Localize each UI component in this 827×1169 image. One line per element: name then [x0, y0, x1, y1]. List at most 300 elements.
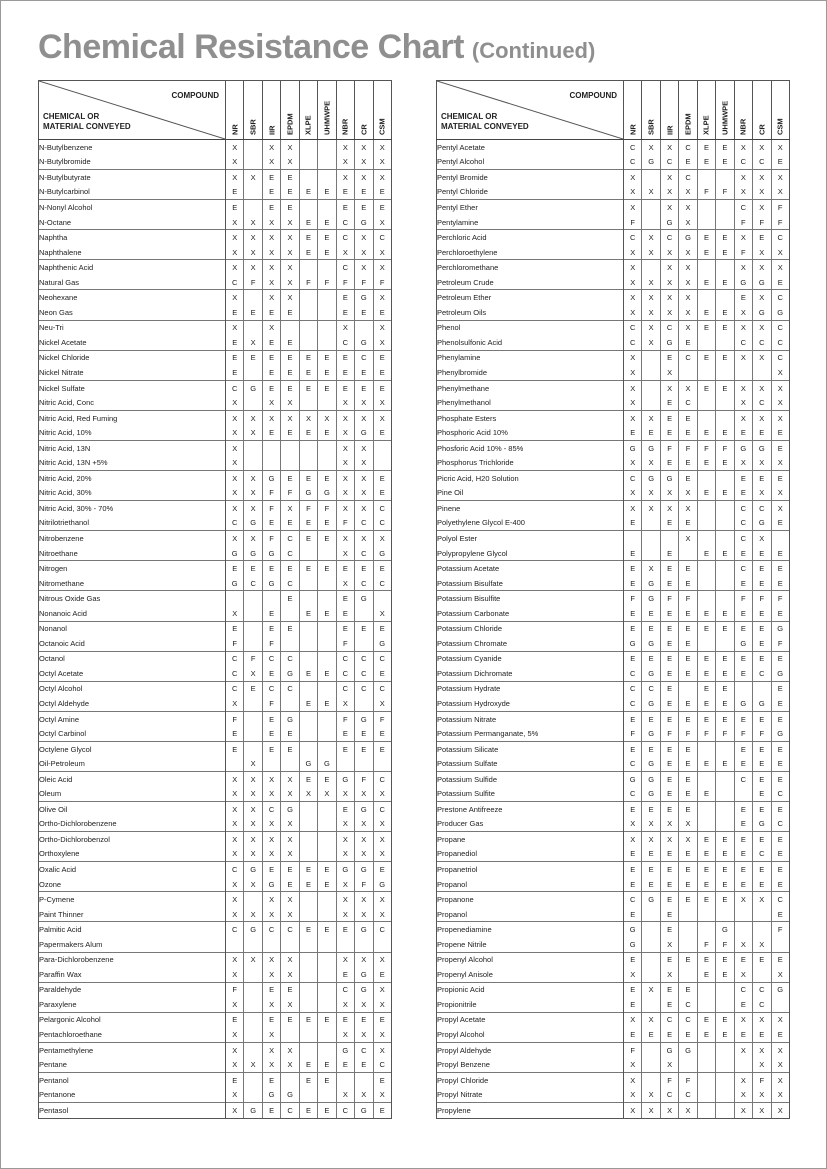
rating-nbr: E: [734, 832, 752, 847]
rating-iir: E: [262, 982, 280, 997]
rating-nbr: E: [734, 817, 752, 832]
rating-nbr: E: [336, 350, 354, 365]
rating-cr: X: [355, 395, 373, 410]
chemical-name: Nitrilotriethanol: [39, 516, 226, 531]
rating-csm: E: [373, 185, 391, 200]
rating-csm: E: [373, 726, 391, 741]
table-row: [39, 501, 392, 516]
table-row: [437, 395, 790, 410]
chemical-name: Phenylbromide: [437, 365, 624, 380]
rating-sbr: [244, 606, 262, 621]
rating-iir: E: [660, 681, 678, 696]
rating-xlpe: E: [299, 771, 317, 786]
rating-iir: E: [660, 621, 678, 636]
column-header-cr: [753, 81, 771, 140]
rating-sbr: G: [642, 696, 660, 711]
rating-iir: X: [262, 1057, 280, 1072]
rating-nr: X: [226, 230, 244, 245]
rating-sbr: G: [642, 756, 660, 771]
table-row: [39, 681, 392, 696]
chemical-name: Paraldehyde: [39, 982, 226, 997]
right-resistance-table: [436, 80, 790, 1119]
rating-epdm: X: [679, 531, 697, 546]
column-header-label: NR: [628, 124, 638, 135]
chemical-name: Potassium Dichromate: [437, 666, 624, 681]
rating-cr: X: [753, 1042, 771, 1057]
rating-csm: X: [771, 486, 789, 501]
rating-iir: E: [262, 335, 280, 350]
rating-uhmwpe: [716, 531, 734, 546]
rating-nr: F: [624, 591, 642, 606]
table-row: [39, 862, 392, 877]
rating-csm: X: [373, 997, 391, 1012]
rating-nbr: G: [336, 771, 354, 786]
rating-csm: X: [373, 245, 391, 260]
rating-epdm: E: [679, 425, 697, 440]
rating-iir: X: [660, 486, 678, 501]
rating-uhmwpe: [318, 1087, 336, 1102]
rating-uhmwpe: [318, 907, 336, 922]
rating-csm: E: [771, 696, 789, 711]
rating-csm: X: [373, 847, 391, 862]
rating-cr: [355, 636, 373, 651]
rating-uhmwpe: X: [318, 787, 336, 802]
rating-xlpe: [697, 982, 715, 997]
column-header-sbr: [642, 81, 660, 140]
rating-nr: X: [226, 696, 244, 711]
rating-sbr: X: [244, 666, 262, 681]
rating-epdm: [679, 967, 697, 982]
rating-nbr: E: [734, 802, 752, 817]
rating-csm: C: [373, 230, 391, 245]
rating-sbr: X: [244, 907, 262, 922]
rating-epdm: E: [281, 380, 299, 395]
table-row: [39, 726, 392, 741]
table-row: [39, 440, 392, 455]
rating-csm: X: [771, 1103, 789, 1119]
table-row: [437, 501, 790, 516]
rating-uhmwpe: [318, 997, 336, 1012]
rating-sbr: [244, 290, 262, 305]
rating-csm: F: [373, 711, 391, 726]
rating-uhmwpe: [716, 997, 734, 1012]
rating-sbr: G: [642, 471, 660, 486]
table-row: [437, 832, 790, 847]
rating-epdm: E: [281, 877, 299, 892]
rating-nbr: X: [336, 531, 354, 546]
rating-cr: E: [355, 185, 373, 200]
rating-sbr: G: [642, 576, 660, 591]
table-row: [39, 787, 392, 802]
rating-nbr: F: [734, 245, 752, 260]
rating-iir: E: [262, 1072, 280, 1087]
rating-uhmwpe: [318, 621, 336, 636]
rating-xlpe: E: [697, 606, 715, 621]
rating-iir: C: [660, 155, 678, 170]
rating-nbr: E: [734, 606, 752, 621]
chemical-name: N-Butylbutyrate: [39, 170, 226, 185]
rating-iir: E: [660, 711, 678, 726]
chemical-name: Phosphate Esters: [437, 410, 624, 425]
rating-epdm: [679, 546, 697, 561]
chemical-name: Potassium Silicate: [437, 741, 624, 756]
rating-xlpe: [697, 501, 715, 516]
rating-nbr: C: [734, 771, 752, 786]
chemical-name: Oil-Petroleum: [39, 756, 226, 771]
rating-csm: [373, 937, 391, 952]
rating-csm: E: [373, 967, 391, 982]
rating-nr: X: [226, 1057, 244, 1072]
column-header-label: CSM: [775, 118, 785, 135]
rating-nr: [624, 531, 642, 546]
chemical-name: Octyl Acetate: [39, 666, 226, 681]
chemical-name: Propionitrile: [437, 997, 624, 1012]
rating-csm: X: [771, 1072, 789, 1087]
rating-sbr: X: [244, 260, 262, 275]
rating-nr: E: [624, 802, 642, 817]
chemical-name: Pentasol: [39, 1103, 226, 1119]
rating-epdm: E: [679, 982, 697, 997]
rating-uhmwpe: [318, 576, 336, 591]
table-row: [437, 365, 790, 380]
rating-nr: X: [226, 967, 244, 982]
rating-uhmwpe: [318, 726, 336, 741]
chemical-name: Polyethylene Glycol E-400: [437, 516, 624, 531]
rating-nr: X: [226, 997, 244, 1012]
rating-xlpe: E: [697, 892, 715, 907]
rating-xlpe: E: [697, 305, 715, 320]
rating-xlpe: E: [299, 425, 317, 440]
chemical-name: Propyl Acetate: [437, 1012, 624, 1027]
rating-xlpe: E: [299, 862, 317, 877]
rating-iir: F: [262, 696, 280, 711]
rating-csm: E: [771, 440, 789, 455]
rating-xlpe: E: [697, 1027, 715, 1042]
rating-xlpe: E: [697, 425, 715, 440]
rating-csm: E: [771, 681, 789, 696]
table-row: [39, 260, 392, 275]
rating-nbr: [734, 922, 752, 937]
rating-nr: X: [624, 967, 642, 982]
rating-csm: X: [771, 395, 789, 410]
rating-uhmwpe: X: [318, 410, 336, 425]
table-row: [39, 847, 392, 862]
table-row: [39, 1057, 392, 1072]
rating-sbr: G: [642, 892, 660, 907]
rating-sbr: G: [642, 771, 660, 786]
rating-nr: X: [226, 170, 244, 185]
rating-sbr: [642, 937, 660, 952]
rating-cr: X: [355, 1087, 373, 1102]
rating-xlpe: [299, 847, 317, 862]
rating-nbr: E: [336, 726, 354, 741]
rating-iir: X: [262, 1027, 280, 1042]
chemical-name: Propenediamine: [437, 922, 624, 937]
rating-nr: C: [226, 380, 244, 395]
rating-epdm: E: [679, 666, 697, 681]
rating-uhmwpe: G: [318, 756, 336, 771]
rating-nr: [226, 756, 244, 771]
rating-epdm: E: [281, 1012, 299, 1027]
rating-sbr: G: [642, 591, 660, 606]
rating-csm: X: [373, 1042, 391, 1057]
rating-nbr: E: [734, 486, 752, 501]
rating-uhmwpe: [716, 1057, 734, 1072]
table-row: [437, 952, 790, 967]
rating-cr: C: [753, 997, 771, 1012]
rating-nbr: C: [336, 335, 354, 350]
rating-sbr: X: [244, 335, 262, 350]
chemical-name: Nonanol: [39, 621, 226, 636]
rating-nr: X: [226, 425, 244, 440]
rating-nr: C: [624, 892, 642, 907]
rating-uhmwpe: [716, 395, 734, 410]
rating-csm: X: [771, 1012, 789, 1027]
rating-uhmwpe: [716, 787, 734, 802]
rating-csm: C: [373, 681, 391, 696]
chemical-label-line2: MATERIAL CONVEYED: [43, 122, 131, 131]
rating-csm: X: [373, 952, 391, 967]
rating-sbr: [642, 350, 660, 365]
rating-epdm: X: [281, 245, 299, 260]
rating-nr: E: [624, 425, 642, 440]
rating-epdm: X: [281, 1042, 299, 1057]
rating-uhmwpe: [716, 260, 734, 275]
rating-csm: E: [373, 200, 391, 215]
column-header-label: UHMWPE: [720, 100, 730, 135]
rating-epdm: X: [281, 771, 299, 786]
rating-epdm: E: [679, 1027, 697, 1042]
chemical-label: [441, 112, 529, 132]
rating-nbr: F: [336, 516, 354, 531]
table-row: [437, 756, 790, 771]
rating-nbr: E: [336, 290, 354, 305]
rating-csm: C: [771, 892, 789, 907]
rating-sbr: X: [642, 455, 660, 470]
rating-cr: C: [355, 546, 373, 561]
column-header-label: CSM: [377, 118, 387, 135]
rating-nbr: X: [734, 455, 752, 470]
rating-nr: E: [226, 741, 244, 756]
rating-epdm: E: [281, 335, 299, 350]
rating-uhmwpe: E: [318, 215, 336, 230]
chemical-name: Paraxylene: [39, 997, 226, 1012]
rating-uhmwpe: [318, 455, 336, 470]
rating-nr: E: [624, 847, 642, 862]
rating-nr: E: [226, 335, 244, 350]
rating-iir: E: [660, 741, 678, 756]
rating-iir: X: [262, 907, 280, 922]
rating-epdm: [281, 320, 299, 335]
rating-nbr: E: [336, 1057, 354, 1072]
rating-iir: G: [660, 215, 678, 230]
chemical-name: Phenolsulfonic Acid: [437, 335, 624, 350]
table-row: [437, 651, 790, 666]
rating-cr: G: [355, 711, 373, 726]
rating-uhmwpe: [318, 170, 336, 185]
rating-sbr: G: [244, 862, 262, 877]
rating-uhmwpe: E: [318, 771, 336, 786]
rating-csm: E: [771, 847, 789, 862]
table-row: [437, 215, 790, 230]
rating-nr: E: [226, 561, 244, 576]
rating-nbr: X: [336, 817, 354, 832]
chemical-name: Propanol: [437, 877, 624, 892]
rating-csm: E: [771, 155, 789, 170]
rating-xlpe: [299, 546, 317, 561]
rating-uhmwpe: [716, 1042, 734, 1057]
rating-nbr: X: [734, 170, 752, 185]
rating-nbr: C: [734, 335, 752, 350]
rating-xlpe: E: [299, 365, 317, 380]
chemical-name: Perchloromethane: [437, 260, 624, 275]
rating-sbr: [642, 967, 660, 982]
rating-cr: X: [753, 350, 771, 365]
rating-xlpe: [299, 892, 317, 907]
rating-nbr: F: [336, 275, 354, 290]
rating-nbr: F: [734, 215, 752, 230]
rating-sbr: X: [244, 170, 262, 185]
rating-epdm: E: [281, 741, 299, 756]
rating-nr: X: [624, 832, 642, 847]
rating-nbr: E: [734, 546, 752, 561]
rating-csm: X: [373, 907, 391, 922]
rating-uhmwpe: G: [318, 486, 336, 501]
rating-sbr: X: [642, 486, 660, 501]
rating-uhmwpe: [318, 892, 336, 907]
table-row: [437, 410, 790, 425]
table-row: [39, 907, 392, 922]
table-row: [39, 666, 392, 681]
rating-nbr: X: [734, 892, 752, 907]
rating-iir: E: [660, 922, 678, 937]
rating-uhmwpe: [318, 952, 336, 967]
table-row: [39, 877, 392, 892]
rating-csm: E: [771, 862, 789, 877]
rating-nr: C: [624, 140, 642, 155]
rating-nr: X: [624, 290, 642, 305]
rating-nr: X: [226, 440, 244, 455]
rating-xlpe: E: [299, 531, 317, 546]
rating-nr: X: [624, 1012, 642, 1027]
rating-iir: [660, 531, 678, 546]
rating-sbr: [642, 997, 660, 1012]
rating-xlpe: E: [697, 140, 715, 155]
rating-uhmwpe: [716, 636, 734, 651]
rating-nr: X: [226, 410, 244, 425]
rating-cr: X: [753, 290, 771, 305]
rating-sbr: X: [244, 1057, 262, 1072]
rating-uhmwpe: E: [318, 245, 336, 260]
rating-xlpe: E: [299, 1057, 317, 1072]
rating-iir: E: [660, 952, 678, 967]
rating-epdm: E: [679, 952, 697, 967]
rating-csm: E: [373, 380, 391, 395]
table-row: [39, 546, 392, 561]
rating-iir: X: [262, 787, 280, 802]
table-row: [39, 1072, 392, 1087]
chemical-name: Nitric Acid, 10%: [39, 425, 226, 440]
rating-sbr: [244, 320, 262, 335]
table-row: [39, 1087, 392, 1102]
rating-uhmwpe: F: [318, 501, 336, 516]
rating-xlpe: E: [697, 952, 715, 967]
table-row: [39, 952, 392, 967]
rating-nr: X: [624, 1072, 642, 1087]
rating-nbr: C: [734, 561, 752, 576]
column-header-sbr: [244, 81, 262, 140]
rating-nr: G: [624, 771, 642, 786]
rating-uhmwpe: E: [716, 275, 734, 290]
rating-iir: E: [660, 696, 678, 711]
rating-nbr: X: [336, 892, 354, 907]
table-row: [437, 305, 790, 320]
rating-epdm: E: [679, 771, 697, 786]
rating-nr: C: [226, 922, 244, 937]
chemical-name: Ortho-Dichlorobenzol: [39, 832, 226, 847]
rating-sbr: G: [244, 922, 262, 937]
rating-cr: E: [753, 425, 771, 440]
table-row: [39, 591, 392, 606]
rating-nr: X: [226, 952, 244, 967]
rating-epdm: E: [679, 741, 697, 756]
rating-csm: E: [373, 741, 391, 756]
rating-nr: X: [226, 471, 244, 486]
rating-xlpe: [299, 170, 317, 185]
rating-xlpe: E: [697, 486, 715, 501]
rating-epdm: G: [281, 802, 299, 817]
rating-nr: C: [624, 696, 642, 711]
table-row: [437, 922, 790, 937]
rating-sbr: E: [642, 425, 660, 440]
rating-iir: F: [660, 726, 678, 741]
rating-sbr: E: [642, 606, 660, 621]
rating-xlpe: E: [697, 681, 715, 696]
table-row: [39, 1012, 392, 1027]
rating-iir: X: [262, 140, 280, 155]
rating-epdm: F: [679, 1072, 697, 1087]
rating-csm: E: [771, 756, 789, 771]
table-row: [437, 967, 790, 982]
table-row: [39, 817, 392, 832]
rating-iir: G: [660, 1042, 678, 1057]
rating-csm: X: [771, 380, 789, 395]
rating-csm: E: [771, 576, 789, 591]
rating-csm: E: [373, 471, 391, 486]
rating-iir: X: [660, 185, 678, 200]
rating-nr: X: [226, 501, 244, 516]
rating-csm: G: [771, 982, 789, 997]
rating-iir: E: [660, 636, 678, 651]
rating-sbr: X: [642, 230, 660, 245]
rating-sbr: [244, 440, 262, 455]
rating-nbr: E: [734, 862, 752, 877]
rating-nbr: X: [734, 350, 752, 365]
rating-epdm: C: [281, 922, 299, 937]
rating-epdm: F: [679, 591, 697, 606]
table-row: [39, 922, 392, 937]
chemical-name: Octanol: [39, 651, 226, 666]
rating-nr: E: [226, 726, 244, 741]
rating-xlpe: G: [299, 756, 317, 771]
rating-uhmwpe: [318, 1042, 336, 1057]
rating-csm: E: [373, 862, 391, 877]
rating-nr: C: [226, 651, 244, 666]
rating-nbr: C: [336, 230, 354, 245]
rating-iir: X: [262, 290, 280, 305]
rating-csm: X: [771, 967, 789, 982]
rating-cr: [753, 922, 771, 937]
